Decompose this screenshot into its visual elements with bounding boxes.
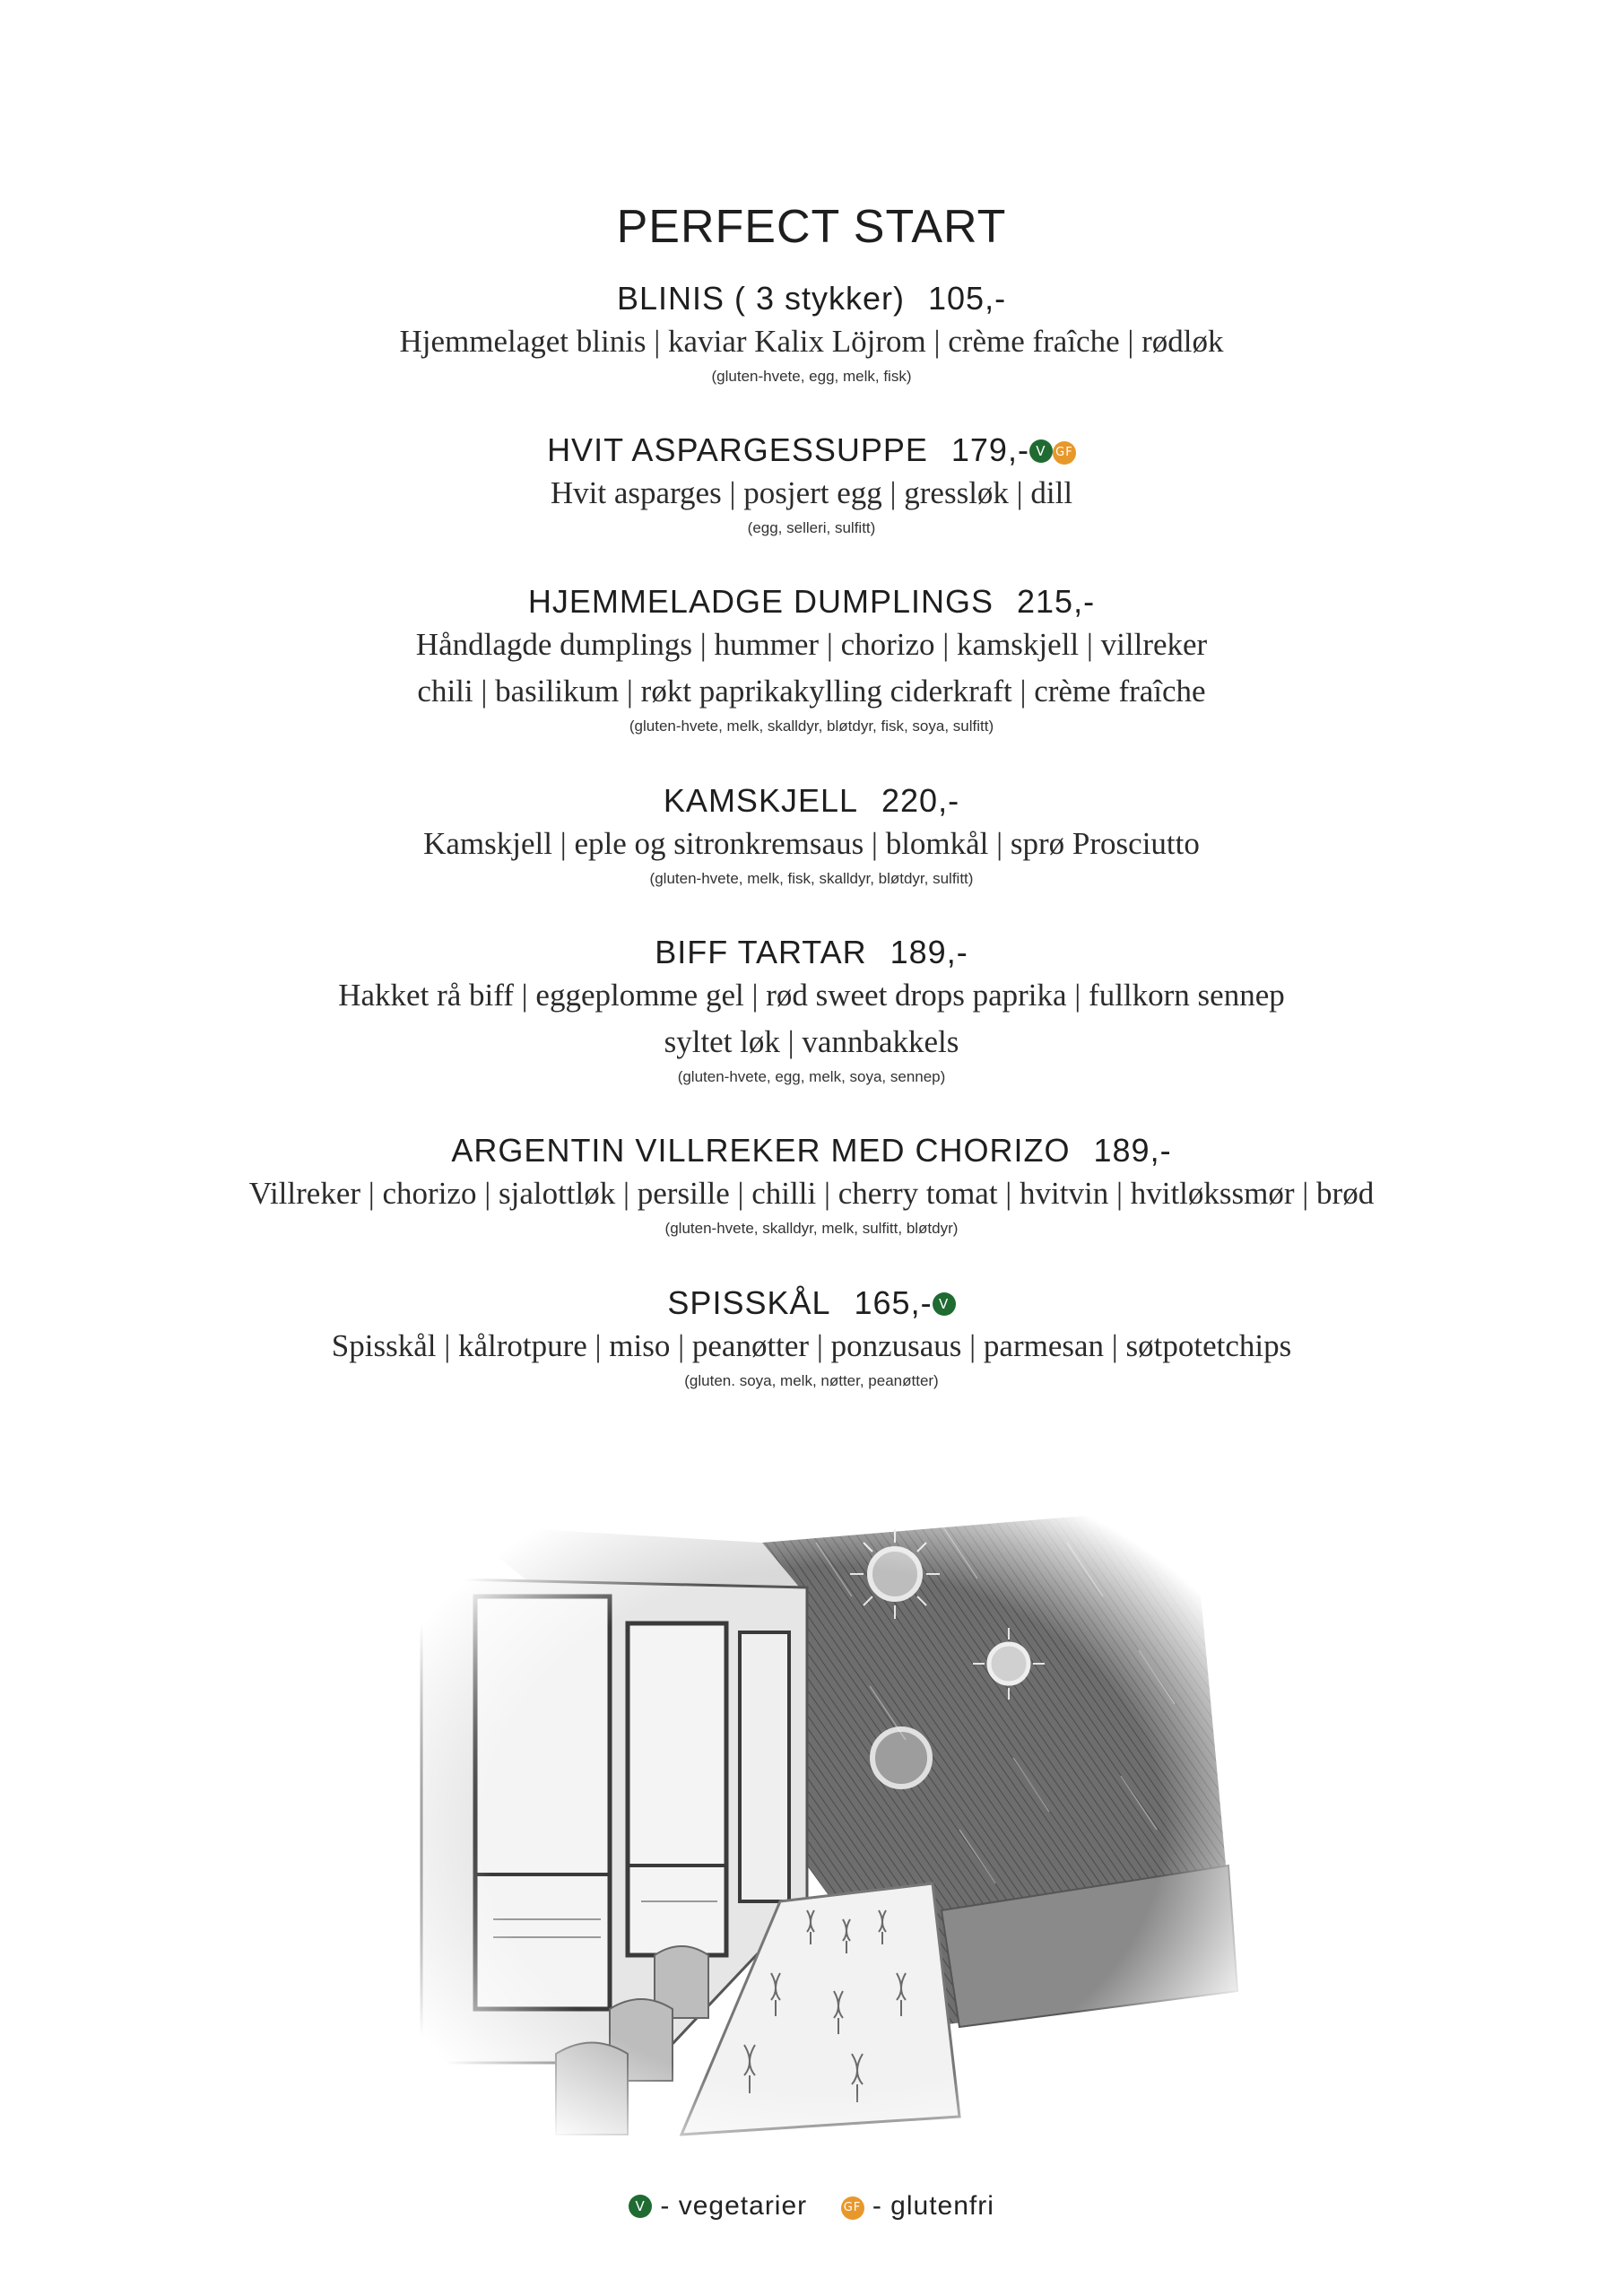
menu-item-allergens: (egg, selleri, sulfitt) <box>747 519 876 536</box>
page-title: PERFECT START <box>616 200 1007 253</box>
menu-item-name: SPISSKÅL <box>667 1284 831 1321</box>
menu-item-description: Hjemmelaget blinis | kaviar Kalix Löjrom | crème fraîche | rødløk <box>399 324 1224 359</box>
menu-item-blinis <box>0 279 1623 388</box>
menu-item-description: chili | basilikum | røkt paprikakylling ciderkraft | crème fraîche <box>417 674 1206 709</box>
menu-item-allergens: (gluten. soya, melk, nøtter, peanøtter) <box>684 1372 939 1389</box>
menu-item-price: 179,- <box>950 431 1029 468</box>
menu-item-price: 215,- <box>1017 583 1096 620</box>
menu-item-heading <box>0 279 1623 318</box>
legend-glutenfree-label: - glutenfri <box>872 2191 994 2221</box>
menu-item-hjemmeladge-dumplings <box>0 582 1623 738</box>
menu-item-description: Villreker | chorizo | sjalottløk | persille | chilli | cherry tomat | hvitvin | hvitløkssmør | brød <box>248 1176 1375 1211</box>
menu-item-allergens: (gluten-hvete, melk, skalldyr, bløtdyr, fisk, soya, sulfitt) <box>629 718 994 735</box>
menu-item-name: KAMSKJELL <box>663 782 859 819</box>
menu-item-description: Kamskjell | eple og sitronkremsaus | blomkål | sprø Prosciutto <box>423 826 1200 861</box>
menu-item-hvit-aspargessuppe <box>0 430 1623 540</box>
menu-item-allergens: (gluten-hvete, egg, melk, soya, sennep) <box>677 1068 946 1085</box>
menu-item-heading <box>0 430 1623 470</box>
menu-item-heading <box>0 1131 1623 1170</box>
menu-item-spisskal <box>0 1283 1623 1393</box>
menu-item-argentin-villreker <box>0 1131 1623 1240</box>
menu-item-name: BIFF TARTAR <box>655 934 867 970</box>
menu-item-heading <box>0 781 1623 821</box>
menu-item-name: BLINIS ( 3 stykker) <box>616 280 905 317</box>
menu-item-description: Spisskål | kålrotpure | miso | peanøtter | ponzusaus | parmesan | søtpotetchips <box>331 1328 1292 1363</box>
glutenfree-badge-icon: GF <box>1053 441 1076 465</box>
legend <box>0 2191 1623 2222</box>
menu-item-price: 189,- <box>1093 1132 1172 1169</box>
restaurant-interior-sketch <box>386 1489 1264 2170</box>
menu-item-price: 105,- <box>928 280 1007 317</box>
vegetarian-legend-icon: V <box>629 2195 652 2218</box>
menu-item-heading <box>0 1283 1623 1323</box>
glutenfree-legend-icon: GF <box>841 2196 864 2220</box>
menu-item-name: ARGENTIN VILLREKER MED CHORIZO <box>451 1132 1071 1169</box>
menu-item-price: 220,- <box>881 782 960 819</box>
menu-item-name: HJEMMELADGE DUMPLINGS <box>527 583 994 620</box>
menu-item-allergens: (gluten-hvete, melk, fisk, skalldyr, bløtdyr, sulfitt) <box>649 870 974 887</box>
menu-item-heading <box>0 582 1623 622</box>
menu-item-name: HVIT ASPARGESSUPPE <box>547 431 928 468</box>
menu-item-description: Hvit asparges | posjert egg | gressløk | dill <box>550 475 1073 510</box>
menu-item-price: 165,- <box>854 1284 933 1321</box>
menu-item-description: syltet løk | vannbakkels <box>664 1024 959 1059</box>
menu-item-kamskjell <box>0 781 1623 891</box>
menu-item-description: Håndlagde dumplings | hummer | chorizo | kamskjell | villreker <box>415 627 1208 662</box>
menu-item-heading <box>0 933 1623 972</box>
vegetarian-badge-icon: V <box>1029 439 1053 463</box>
menu-item-description: Hakket rå biff | eggeplomme gel | rød sweet drops paprika | fullkorn sennep <box>338 978 1285 1013</box>
menu-item-price: 189,- <box>890 934 968 970</box>
menu-item-allergens: (gluten-hvete, skalldyr, melk, sulfitt, bløtdyr) <box>664 1220 959 1237</box>
legend-vegetarian-label: - vegetarier <box>660 2191 808 2221</box>
vegetarian-badge-icon: V <box>933 1292 956 1316</box>
menu-item-biff-tartar <box>0 933 1623 1089</box>
menu-item-allergens: (gluten-hvete, egg, melk, fisk) <box>711 368 912 385</box>
